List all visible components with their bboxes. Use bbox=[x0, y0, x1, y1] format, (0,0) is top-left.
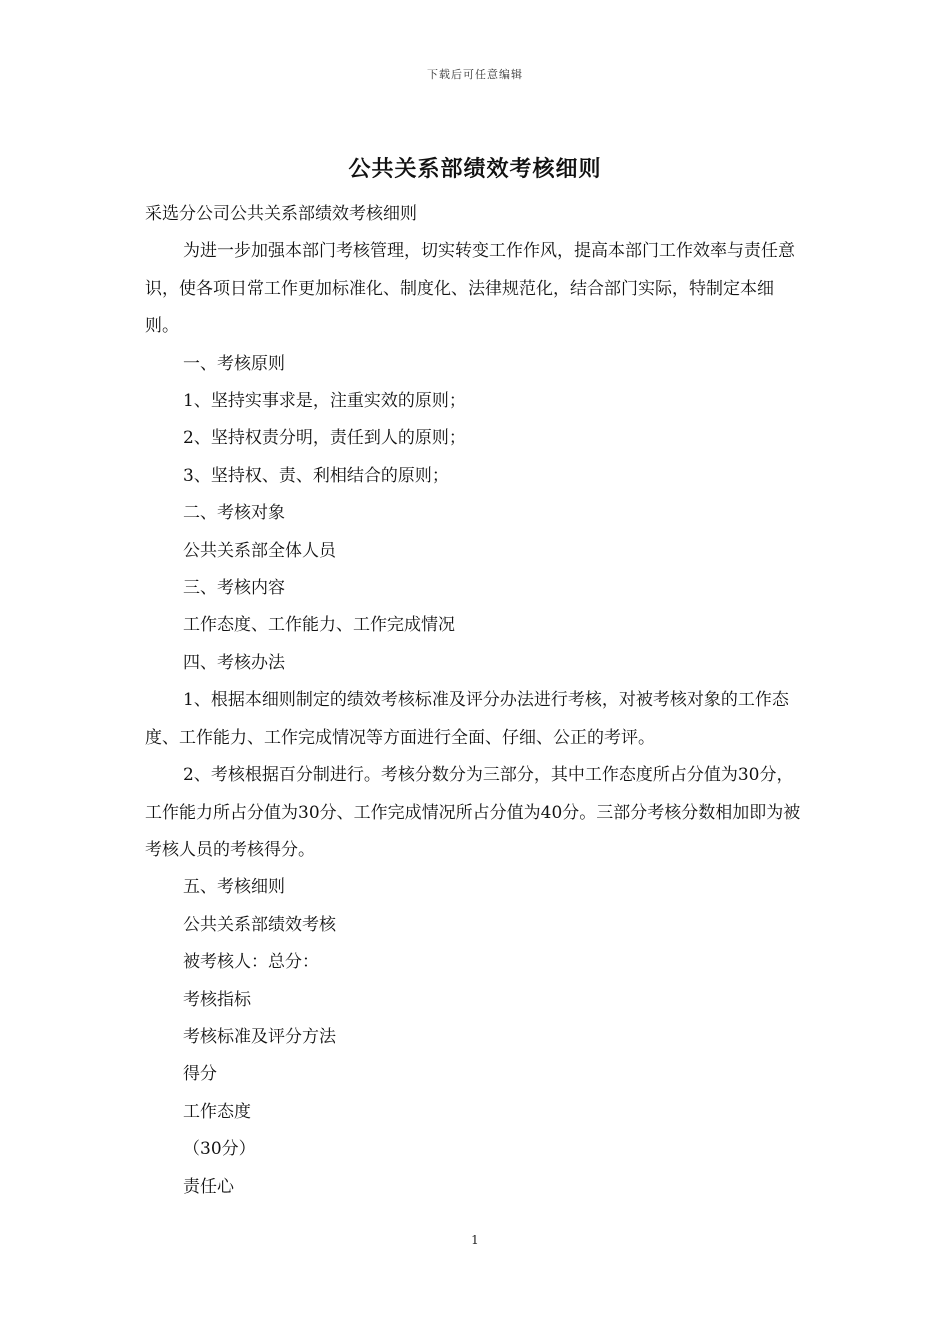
page-number: 1 bbox=[471, 1233, 479, 1247]
details-line: （30分） bbox=[183, 1139, 256, 1160]
document-subtitle: 采选分公司公共关系部绩效考核细则 bbox=[145, 204, 417, 224]
section-heading-content: 三、考核内容 bbox=[183, 578, 285, 599]
details-line: 公共关系部绩效考核 bbox=[183, 914, 336, 935]
section-heading-targets: 二、考核对象 bbox=[183, 503, 285, 524]
page-header-note: 下载后可任意编辑 bbox=[427, 68, 523, 81]
details-line: 被考核人：总分： bbox=[183, 952, 319, 973]
document-title: 公共关系部绩效考核细则 bbox=[348, 156, 602, 182]
method-paragraph: 1、根据本细则制定的绩效考核标准及评分办法进行考核，对被考核对象的工作态度、工作能力、工作完成情况等方面进行全面、仔细、公正的考评。 bbox=[145, 690, 789, 748]
section-heading-principles: 一、考核原则 bbox=[183, 353, 285, 374]
details-line: 工作态度 bbox=[183, 1101, 251, 1122]
principle-item: 1、坚持实事求是，注重实效的原则； bbox=[183, 391, 466, 412]
targets-text: 公共关系部全体人员 bbox=[183, 540, 336, 561]
principle-item: 3、坚持权、责、利相结合的原则； bbox=[183, 465, 449, 486]
details-line: 责任心 bbox=[183, 1176, 234, 1197]
document-body bbox=[145, 196, 807, 1206]
section-heading-methods: 四、考核办法 bbox=[183, 652, 285, 673]
principle-item: 2、坚持权责分明，责任到人的原则； bbox=[183, 428, 466, 449]
details-line: 考核标准及评分方法 bbox=[183, 1026, 336, 1047]
section-heading-details: 五、考核细则 bbox=[183, 877, 285, 898]
content-text: 工作态度、工作能力、工作完成情况 bbox=[183, 615, 455, 636]
intro-paragraph: 为进一步加强本部门考核管理，切实转变工作作风，提高本部门工作效率与责任意识，使各项日常工作更加标准化、制度化、法律规范化，结合部门实际，特制定本细则。 bbox=[145, 241, 795, 337]
method-paragraph: 2、考核根据百分制进行。考核分数分为三部分，其中工作态度所占分值为30分，工作能力所占分值为30分、工作完成情况所占分值为40分。三部分考核分数相加即为被考核人员的考核得分。 bbox=[145, 765, 801, 860]
details-line: 得分 bbox=[183, 1064, 217, 1085]
details-line: 考核指标 bbox=[183, 989, 251, 1010]
